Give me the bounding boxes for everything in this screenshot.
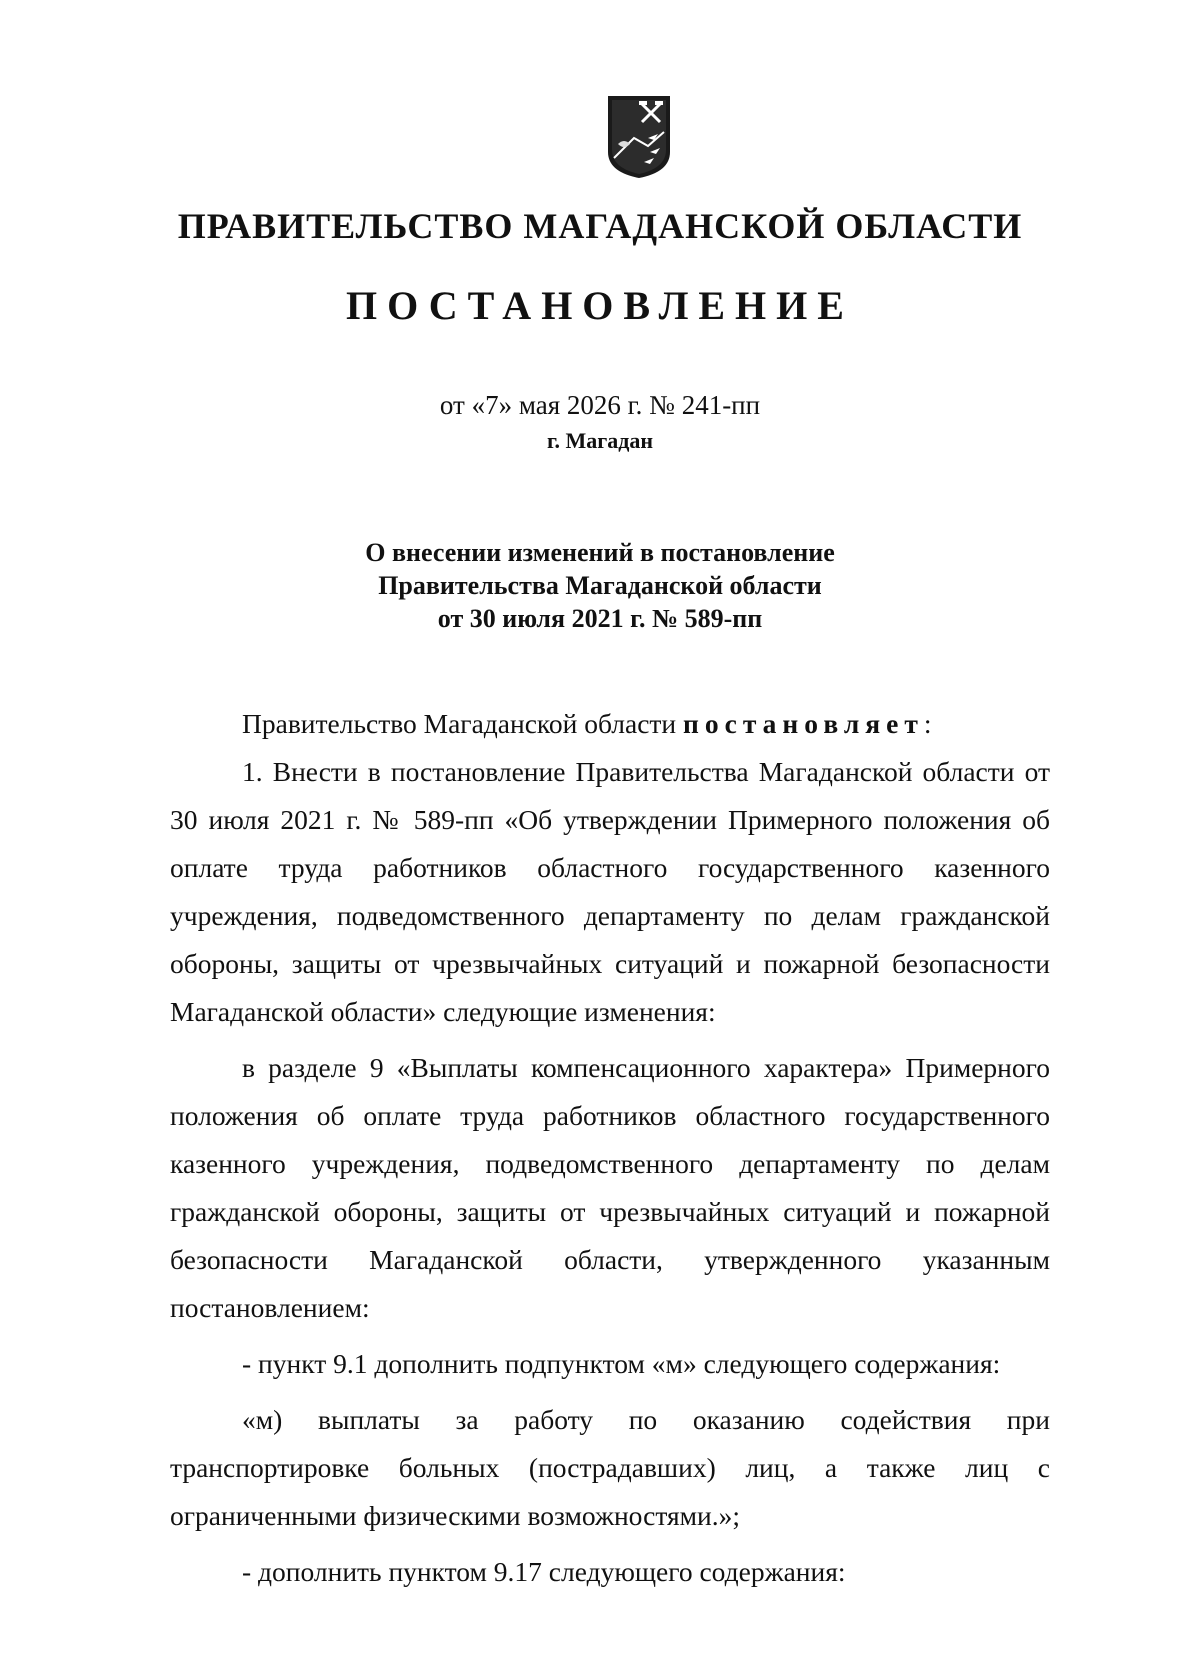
magadan-coat-of-arms-icon (604, 92, 674, 180)
paragraph-2: в разделе 9 «Выплаты компенсационного характера» Примерного положения об оплате труда работников областного государственного казенного учреждения, подведомственного департаменту по делам гражданской обороны, защиты от чрезвычайных ситуаций и пожарной безопасности Магаданской области, утвержденного указанным постановлением: (170, 1052, 1050, 1323)
intro-end: : (923, 708, 932, 739)
paragraph-4: «м) выплаты за работу по оказанию содействия при транспортировке больных (пострадавших) лиц, а также лиц с ограниченными физическими возможностями.»; (170, 1404, 1050, 1531)
decree-word: постановляет (683, 708, 924, 739)
paragraph-1: 1. Внести в постановление Правительства Магаданской области от 30 июля 2021 г. № 589-пп «Об утверждении Примерного положения об оплате труда работников областного государственного казенного учреждения, подведомственного департаменту по делам гражданской обороны, защиты от чрезвычайных ситуаций и пожарной безопасности Магаданской области» следующие изменения: (170, 756, 1050, 1027)
paragraph-3: - пункт 9.1 дополнить подпунктом «м» следующего содержания: (242, 1348, 1001, 1379)
intro-paragraph (170, 700, 1050, 748)
organization-name: ПРАВИТЕЛЬСТВО МАГАДАНСКОЙ ОБЛАСТИ (177, 206, 1023, 246)
paragraph-5: - дополнить пунктом 9.17 следующего содержания: (242, 1556, 846, 1587)
subject-line: О внесении изменений в постановление (365, 538, 835, 567)
intro-lead: Правительство Магаданской области (242, 708, 684, 739)
subject-line: от 30 июля 2021 г. № 589-пп (437, 604, 763, 633)
document-body (170, 700, 1050, 1596)
document-subject (0, 536, 1200, 635)
date-and-number: от «7» мая 2026 г. № 241-пп (439, 390, 761, 420)
city-name: г. Магадан (546, 428, 654, 453)
subject-line: Правительства Магаданской области (378, 571, 822, 600)
document-type: ПОСТАНОВЛЕНИЕ (346, 283, 854, 328)
